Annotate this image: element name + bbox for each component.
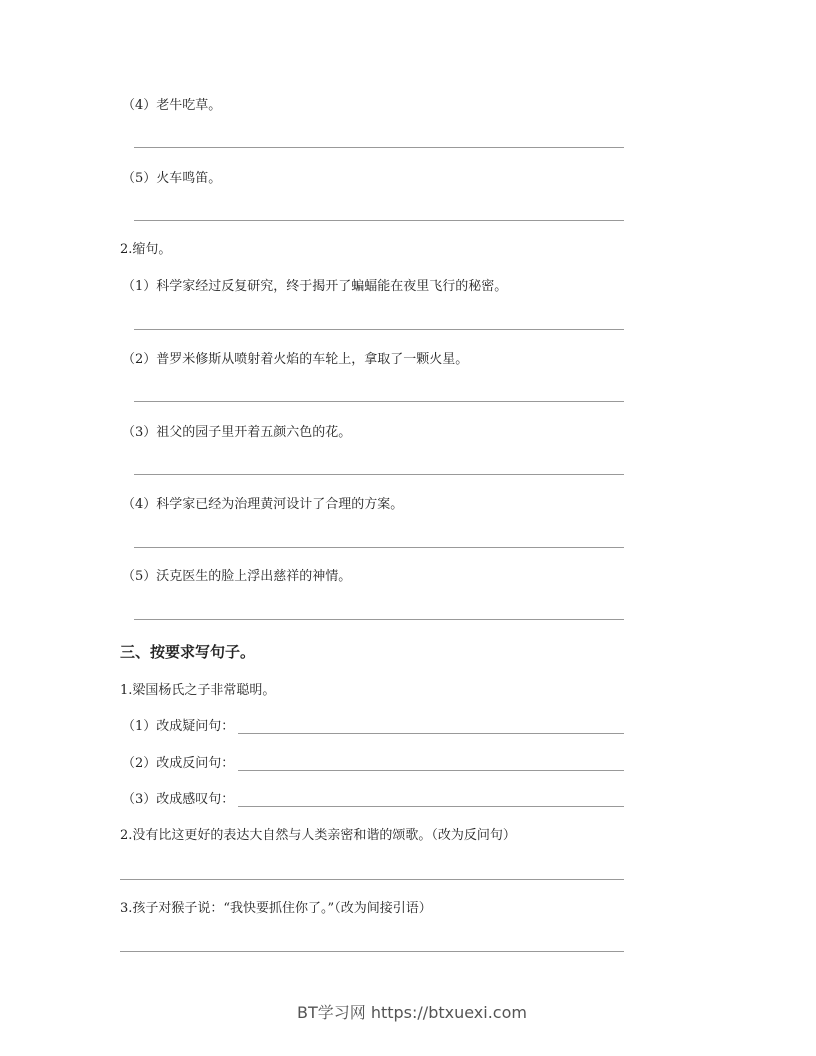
answer-line[interactable] (120, 951, 624, 952)
item-text: （3）祖父的园子里开着五颜六色的花。 (122, 425, 352, 440)
question-title: 1.梁国杨氏之子非常聪明。 (120, 683, 276, 698)
answer-line[interactable] (120, 879, 624, 880)
answer-line[interactable] (134, 619, 624, 620)
item-text: （3）改成感叹句： (122, 792, 235, 807)
item-text: （2）普罗米修斯从喷射着火焰的车轮上，拿取了一颗火星。 (122, 352, 469, 367)
answer-line[interactable] (134, 401, 624, 402)
item-text: （4）老牛吃草。 (122, 98, 222, 113)
section-heading: 三、按要求写句子。 (120, 643, 256, 661)
question-title: 2.缩句。 (120, 242, 172, 257)
answer-line[interactable] (238, 733, 624, 734)
question-title: 2.没有比这更好的表达大自然与人类亲密和谐的颂歌。（改为反问句） (120, 828, 516, 843)
item-text: （5）沃克医生的脸上浮出慈祥的神情。 (122, 569, 352, 584)
answer-line[interactable] (134, 329, 624, 330)
answer-line[interactable] (134, 547, 624, 548)
item-text: （1）改成疑问句： (122, 719, 235, 734)
item-text: （5）火车鸣笛。 (122, 171, 222, 186)
answer-line[interactable] (238, 806, 624, 807)
answer-line[interactable] (134, 147, 624, 148)
item-text: （2）改成反问句： (122, 756, 235, 771)
answer-line[interactable] (134, 220, 624, 221)
item-text: （1）科学家经过反复研究，终于揭开了蝙蝠能在夜里飞行的秘密。 (122, 279, 508, 294)
item-text: （4）科学家已经为治理黄河设计了合理的方案。 (122, 497, 404, 512)
footer-watermark: BT学习网 https://btxuexi.com (297, 1003, 527, 1022)
answer-line[interactable] (238, 770, 624, 771)
question-title: 3.孩子对猴子说：“我快要抓住你了。”（改为间接引语） (120, 901, 432, 916)
answer-line[interactable] (134, 474, 624, 475)
